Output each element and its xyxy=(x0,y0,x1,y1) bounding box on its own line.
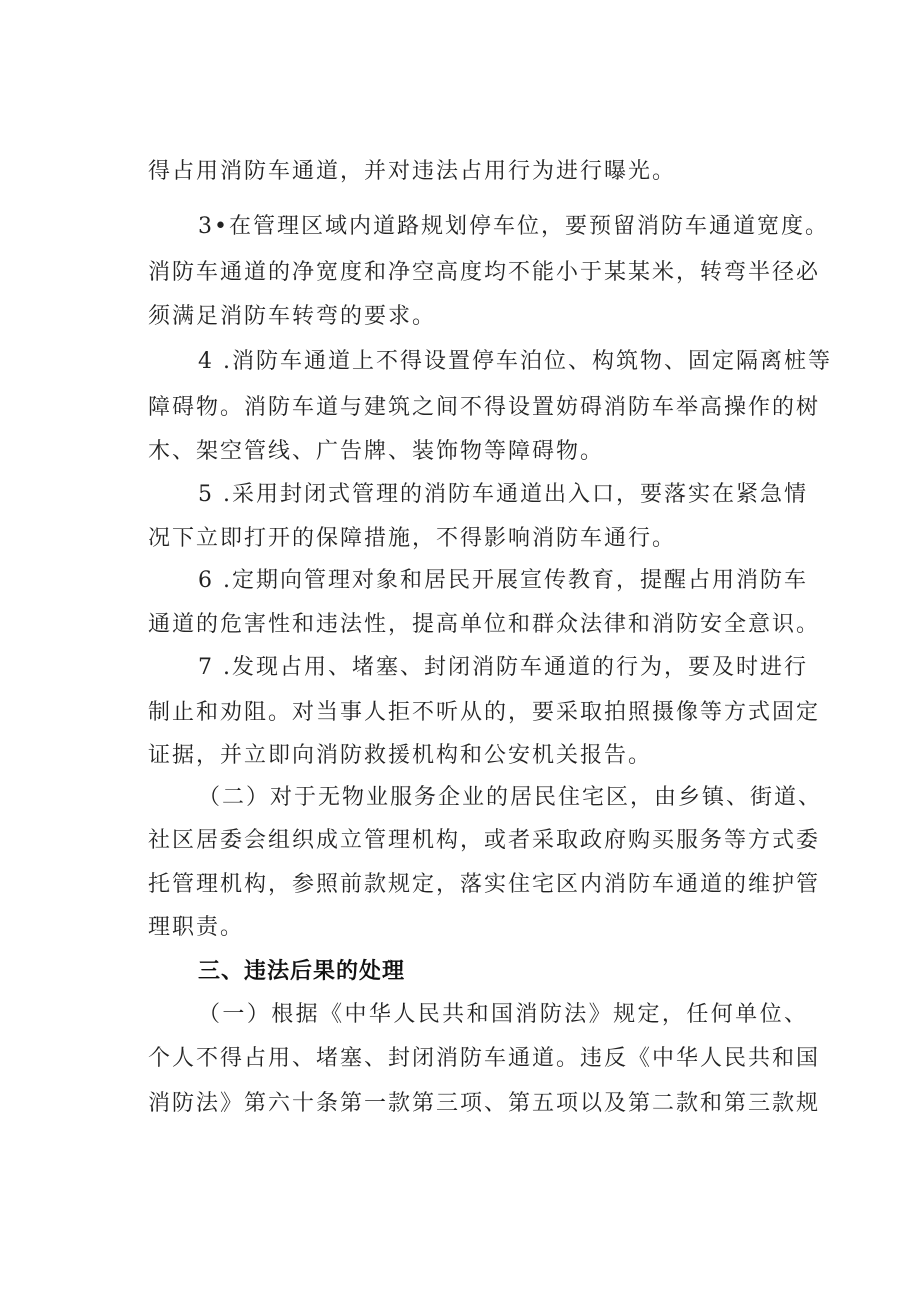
paragraph-line: 3•在管理区域内道路规划停车位，要预留消防车通道宽度。 xyxy=(198,214,829,239)
paragraph-line: 7 .发现占用、堵塞、封闭消防车通道的行为，要及时进行 xyxy=(198,655,808,680)
paragraph-line: 消防法》第六十条第一款第三项、第五项以及第二款和第三款规 xyxy=(148,1091,821,1116)
paragraph-line: （二）对于无物业服务企业的居民住宅区，由乡镇、街道、 xyxy=(198,785,823,810)
paragraph-line: 得占用消防车通道，并对违法占用行为进行曝光。 xyxy=(148,159,677,184)
paragraph-line: 托管理机构，参照前款规定，落实住宅区内消防车通道的维护管 xyxy=(148,872,821,897)
paragraph-line: 6 .定期向管理对象和居民开展宣传教育，提醒占用消防车 xyxy=(198,568,808,593)
paragraph-line: 通道的危害性和违法性，提高单位和群众法律和消防安全意识。 xyxy=(148,612,821,637)
paragraph-line: 证据，并立即向消防救援机构和公安机关报告。 xyxy=(148,743,653,768)
paragraph-line: 障碍物。消防车道与建筑之间不得设置妨碍消防车举高操作的树 xyxy=(148,395,821,420)
paragraph-line: 5 .采用封闭式管理的消防车通道出入口，要落实在紧急情 xyxy=(198,482,808,507)
paragraph-line: 消防车通道的净宽度和净空高度均不能小于某某米，转弯半径必 xyxy=(148,260,821,285)
paragraph-line: 况下立即打开的保障措施，不得影响消防车通行。 xyxy=(148,526,677,551)
paragraph-line: 木、架空管线、广告牌、装饰物等障碍物。 xyxy=(148,439,605,464)
paragraph-line: 理职责。 xyxy=(148,915,245,940)
paragraph-line: 制止和劝阻。对当事人拒不听从的，要采取拍照摄像等方式固定 xyxy=(148,700,821,725)
paragraph-line: 4 .消防车通道上不得设置停车泊位、构筑物、固定隔离桩等 xyxy=(198,349,832,374)
paragraph-line: （一）根据《中华人民共和国消防法》规定，任何单位、 xyxy=(198,1002,808,1027)
paragraph-line: 社区居委会组织成立管理机构，或者采取政府购买服务等方式委 xyxy=(148,828,821,853)
section-heading: 三、违法后果的处理 xyxy=(198,959,406,984)
paragraph-line: 须满足消防车转弯的要求。 xyxy=(148,304,437,329)
paragraph-line: 个人不得占用、堵塞、封闭消防车通道。违反《中华人民共和国 xyxy=(148,1046,821,1071)
